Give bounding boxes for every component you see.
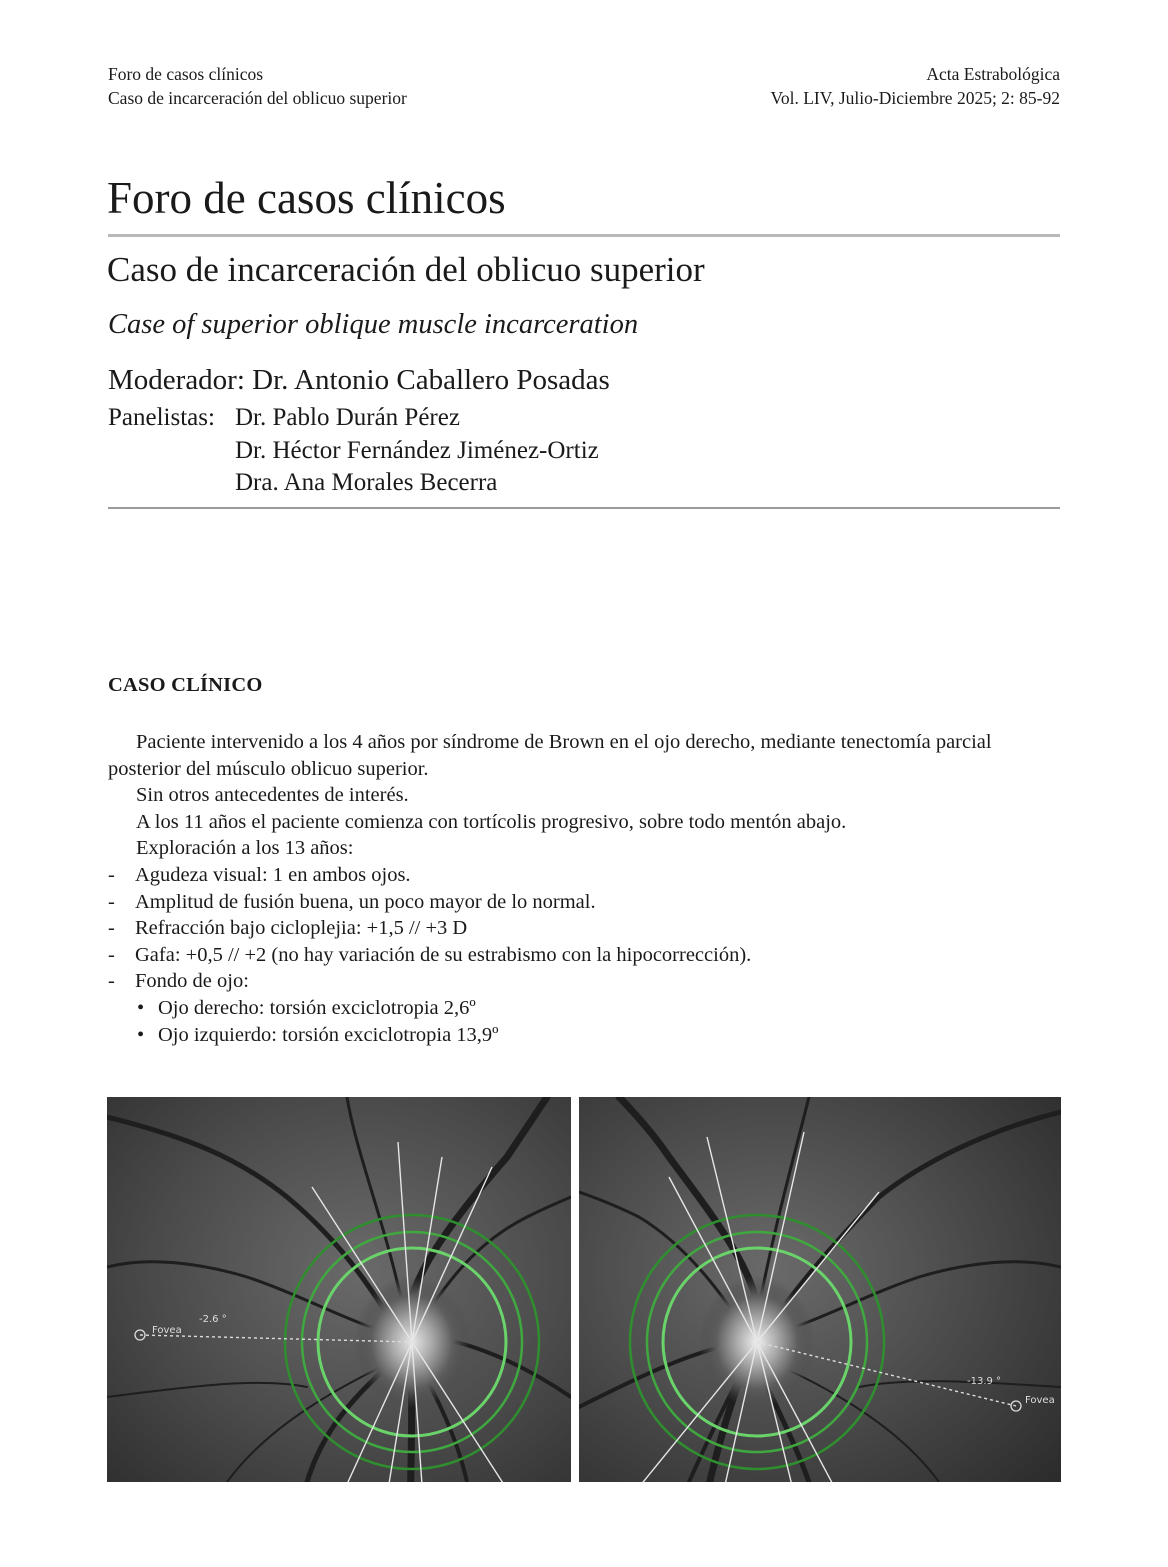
journal-volume: Vol. LIV, Julio-Diciembre 2025; 2: 85-92 [770,88,1060,108]
paragraph: Paciente intervenido a los 4 años por síndrome de Brown en el ojo derecho, mediante tenectomía parcial posterior del músculo oblicuo superior. [108,731,992,780]
title-divider [108,234,1060,237]
list-subitem: • Ojo izquierdo: torsión exciclotropia 13,9º [137,1023,499,1046]
fundus-figure [107,1097,1061,1482]
panelist: Dr. Pablo Durán Pérez [235,404,460,431]
panelists-label: Panelistas: [108,404,215,431]
article-title: Caso de incarceración del oblicuo superior [107,250,705,289]
section-title: Foro de casos clínicos [107,173,506,223]
list-item: - Fondo de ojo: [108,970,249,993]
list-item: - Refracción bajo cicloplejia: +1,5 // +3 D [108,917,468,940]
fundus-list [108,995,1060,1048]
header-divider [108,507,1060,509]
list-item: - Agudeza visual: 1 en ambos ojos. [108,863,411,886]
fundus-image-right-eye [107,1097,571,1482]
running-header-journal-section: Foro de casos clínicos [108,64,264,84]
paragraph: A los 11 años el paciente comienza con tortícolis progresivo, sobre todo mentón abajo. [136,810,847,833]
fundus-image-left-eye [579,1097,1061,1482]
fovea-label: Fovea [152,1325,182,1336]
torsion-angle-label: -13.9 ° [967,1376,1002,1387]
panelists [108,402,599,500]
case-heading: CASO CLÍNICO [108,674,263,696]
running-header-article-title: Caso de incarceración del oblicuo superior [108,88,407,108]
case-body [108,729,1060,1048]
article-title-english: Case of superior oblique muscle incarceration [108,309,639,340]
running-header-right [770,62,1060,110]
paragraph: Sin otros antecedentes de interés. [136,784,409,807]
running-header-left [108,62,407,110]
panelist: Dra. Ana Morales Becerra [235,469,498,496]
list-item: - Amplitud de fusión buena, un poco mayor de lo normal. [108,890,596,913]
moderator: Moderador: Dr. Antonio Caballero Posadas [108,364,610,396]
list-item: - Gafa: +0,5 // +2 (no hay variación de su estrabismo con la hipocorrección). [108,943,752,966]
fovea-label: Fovea [1025,1395,1055,1406]
exam-list [108,862,1060,995]
torsion-angle-label: -2.6 ° [199,1314,227,1325]
paragraph: Exploración a los 13 años: [136,837,354,860]
list-subitem: • Ojo derecho: torsión exciclotropia 2,6º [137,996,476,1019]
journal-name: Acta Estrabológica [926,64,1060,84]
panelist: Dr. Héctor Fernández Jiménez-Ortiz [235,436,599,464]
